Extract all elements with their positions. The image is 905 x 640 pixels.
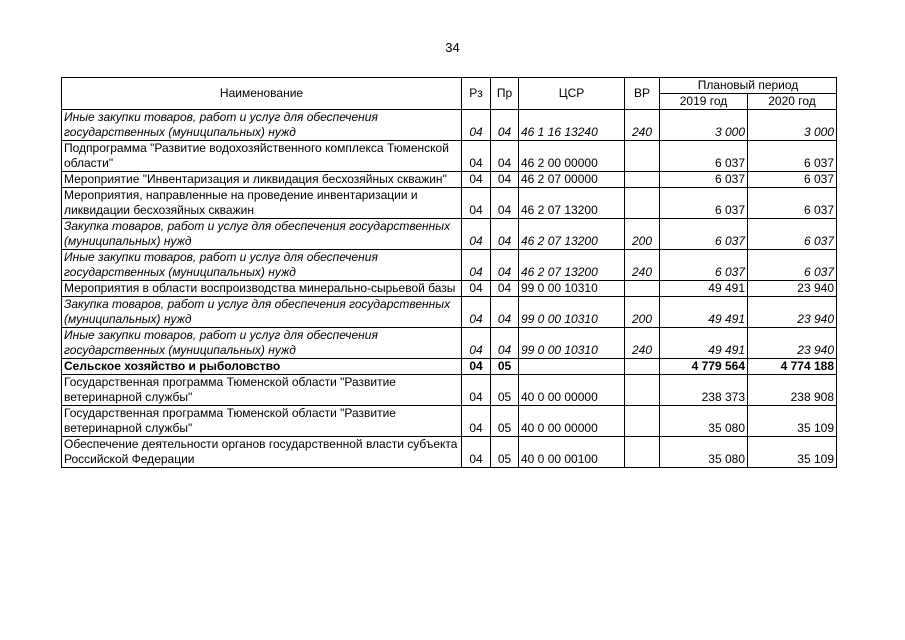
cell-2020: 6 037	[748, 219, 837, 250]
cell-rz: 04	[462, 172, 491, 188]
cell-name: Мероприятие "Инвентаризация и ликвидация бесхозяйных скважин"	[62, 172, 462, 188]
cell-pr: 04	[491, 110, 519, 141]
cell-pr: 04	[491, 219, 519, 250]
cell-2020: 23 940	[748, 281, 837, 297]
cell-rz: 04	[462, 359, 491, 375]
cell-vr	[625, 375, 660, 406]
cell-name: Иные закупки товаров, работ и услуг для обеспечения государственных (муниципальных) нужд	[62, 250, 462, 281]
cell-name: Государственная программа Тюменской области "Развитие ветеринарной службы"	[62, 406, 462, 437]
table-row	[62, 406, 837, 437]
cell-csr: 99 0 00 10310	[519, 297, 625, 328]
cell-name: Иные закупки товаров, работ и услуг для обеспечения государственных (муниципальных) нужд	[62, 328, 462, 359]
cell-vr: 240	[625, 250, 660, 281]
cell-vr: 240	[625, 110, 660, 141]
cell-name: Сельское хозяйство и рыболовство	[62, 359, 462, 375]
cell-2019: 35 080	[660, 437, 748, 468]
table-row	[62, 297, 837, 328]
cell-name: Закупка товаров, работ и услуг для обеспечения государственных (муниципальных) нужд	[62, 297, 462, 328]
cell-name: Закупка товаров, работ и услуг для обеспечения государственных (муниципальных) нужд	[62, 219, 462, 250]
cell-2020: 35 109	[748, 406, 837, 437]
cell-csr: 46 2 07 13200	[519, 188, 625, 219]
cell-rz: 04	[462, 297, 491, 328]
cell-pr: 04	[491, 188, 519, 219]
cell-2019: 6 037	[660, 141, 748, 172]
cell-pr: 04	[491, 172, 519, 188]
table-row	[62, 219, 837, 250]
cell-name: Подпрограмма "Развитие водохозяйственного комплекса Тюменской области"	[62, 141, 462, 172]
table-body	[62, 110, 837, 468]
table-row	[62, 110, 837, 141]
cell-name: Обеспечение деятельности органов государственной власти субъекта Российской Федерации	[62, 437, 462, 468]
cell-vr	[625, 188, 660, 219]
cell-2019: 49 491	[660, 328, 748, 359]
cell-2019: 6 037	[660, 219, 748, 250]
cell-pr: 05	[491, 375, 519, 406]
cell-2019: 49 491	[660, 297, 748, 328]
cell-2019: 4 779 564	[660, 359, 748, 375]
column-header-vr: ВР	[625, 78, 660, 110]
cell-csr: 40 0 00 00100	[519, 437, 625, 468]
cell-2020: 6 037	[748, 172, 837, 188]
cell-vr	[625, 141, 660, 172]
budget-table	[61, 77, 837, 468]
cell-rz: 04	[462, 406, 491, 437]
page-number: 34	[445, 40, 460, 55]
cell-pr: 04	[491, 328, 519, 359]
cell-pr: 05	[491, 406, 519, 437]
cell-csr: 99 0 00 10310	[519, 281, 625, 297]
cell-pr: 04	[491, 297, 519, 328]
cell-rz: 04	[462, 219, 491, 250]
cell-2019: 35 080	[660, 406, 748, 437]
cell-name: Мероприятия в области воспроизводства минерально-сырьевой базы	[62, 281, 462, 297]
cell-2020: 35 109	[748, 437, 837, 468]
table-row	[62, 328, 837, 359]
cell-name: Мероприятия, направленные на проведение инвентаризации и ликвидации бесхозяйных скважин	[62, 188, 462, 219]
cell-2019: 6 037	[660, 172, 748, 188]
cell-csr: 40 0 00 00000	[519, 375, 625, 406]
table-row	[62, 375, 837, 406]
cell-2020: 4 774 188	[748, 359, 837, 375]
table-row	[62, 172, 837, 188]
cell-2020: 6 037	[748, 188, 837, 219]
cell-rz: 04	[462, 188, 491, 219]
cell-csr: 40 0 00 00000	[519, 406, 625, 437]
cell-2020: 23 940	[748, 297, 837, 328]
column-header-year-2020: 2020 год	[748, 94, 837, 110]
cell-2020: 238 908	[748, 375, 837, 406]
cell-2019: 238 373	[660, 375, 748, 406]
column-header-year-2019: 2019 год	[660, 94, 748, 110]
column-header-pr: Пр	[491, 78, 519, 110]
cell-2020: 3 000	[748, 110, 837, 141]
cell-vr	[625, 172, 660, 188]
cell-csr: 46 2 00 00000	[519, 141, 625, 172]
cell-csr: 46 2 07 00000	[519, 172, 625, 188]
cell-2020: 6 037	[748, 141, 837, 172]
column-header-csr: ЦСР	[519, 78, 625, 110]
table-header	[62, 78, 837, 110]
cell-2020: 6 037	[748, 250, 837, 281]
cell-vr: 240	[625, 328, 660, 359]
cell-2020: 23 940	[748, 328, 837, 359]
cell-2019: 6 037	[660, 188, 748, 219]
cell-rz: 04	[462, 110, 491, 141]
column-header-rz: Рз	[462, 78, 491, 110]
cell-name: Государственная программа Тюменской области "Развитие ветеринарной службы"	[62, 375, 462, 406]
cell-vr: 200	[625, 219, 660, 250]
cell-rz: 04	[462, 141, 491, 172]
cell-rz: 04	[462, 375, 491, 406]
table-row	[62, 437, 837, 468]
table-row	[62, 141, 837, 172]
table-row	[62, 281, 837, 297]
cell-rz: 04	[462, 437, 491, 468]
cell-2019: 6 037	[660, 250, 748, 281]
cell-pr: 04	[491, 250, 519, 281]
table-row	[62, 188, 837, 219]
cell-csr: 46 2 07 13200	[519, 219, 625, 250]
cell-name: Иные закупки товаров, работ и услуг для обеспечения государственных (муниципальных) нужд	[62, 110, 462, 141]
cell-pr: 05	[491, 359, 519, 375]
cell-rz: 04	[462, 328, 491, 359]
table-row	[62, 359, 837, 375]
cell-csr: 99 0 00 10310	[519, 328, 625, 359]
cell-csr: 46 2 07 13200	[519, 250, 625, 281]
cell-vr	[625, 406, 660, 437]
cell-vr	[625, 437, 660, 468]
cell-vr	[625, 359, 660, 375]
cell-pr: 04	[491, 141, 519, 172]
cell-pr: 05	[491, 437, 519, 468]
cell-2019: 49 491	[660, 281, 748, 297]
cell-csr: 46 1 16 13240	[519, 110, 625, 141]
table-row	[62, 250, 837, 281]
column-header-name: Наименование	[62, 78, 462, 110]
cell-csr	[519, 359, 625, 375]
cell-pr: 04	[491, 281, 519, 297]
column-header-planned-period: Плановый период	[660, 78, 837, 94]
cell-rz: 04	[462, 281, 491, 297]
cell-vr: 200	[625, 297, 660, 328]
cell-2019: 3 000	[660, 110, 748, 141]
cell-vr	[625, 281, 660, 297]
cell-rz: 04	[462, 250, 491, 281]
